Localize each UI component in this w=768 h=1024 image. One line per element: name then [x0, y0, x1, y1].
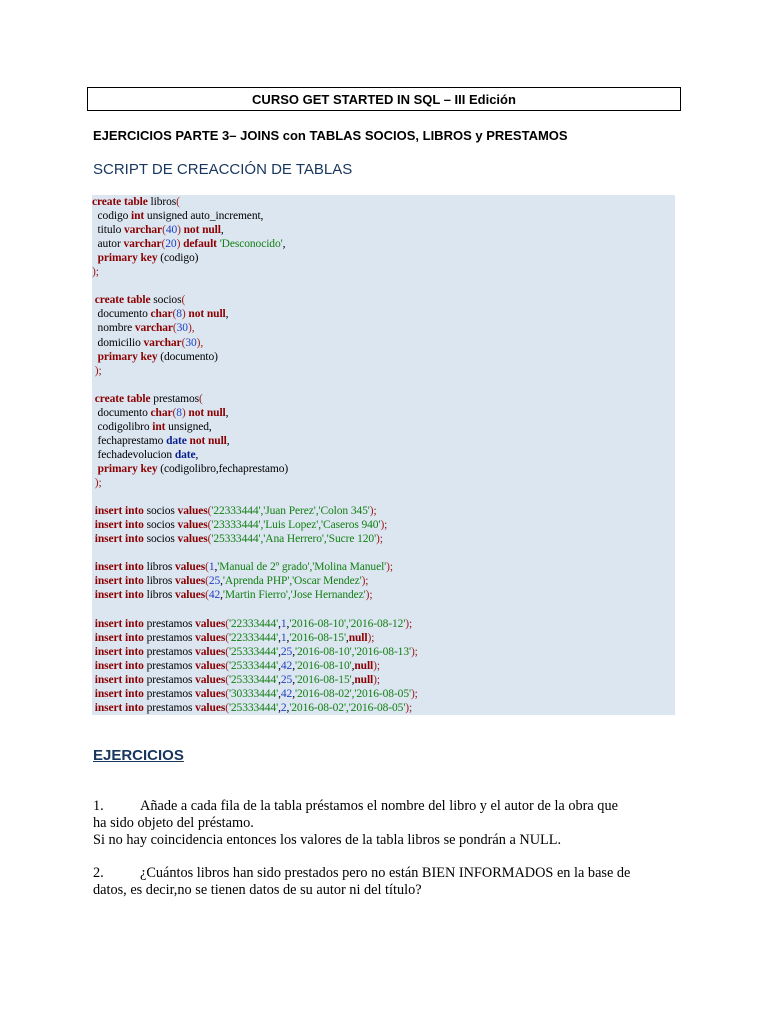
code-token: 30 — [185, 336, 197, 349]
code-token: 25 — [280, 645, 293, 658]
code-token: create table — [94, 392, 151, 405]
code-line — [92, 223, 224, 237]
code-token: , — [351, 673, 355, 686]
code-token: ( — [176, 196, 180, 208]
code-token: , — [278, 631, 281, 644]
code-line — [92, 448, 198, 462]
code-token: date — [174, 448, 196, 461]
code-token: , — [278, 701, 281, 714]
code-token: '25333444' — [228, 701, 279, 714]
code-token: insert into — [94, 617, 144, 630]
code-token: , — [278, 659, 281, 672]
code-token: 2 — [280, 701, 287, 714]
code-token: , — [292, 659, 295, 672]
code-token: insert into — [94, 701, 144, 714]
code-token: not null — [188, 406, 226, 419]
code-token: values — [175, 561, 206, 574]
code-token: unsigned auto_increment, — [144, 210, 264, 223]
code-token: values — [177, 505, 208, 518]
code-line — [92, 293, 185, 307]
code-token: (documento) — [157, 350, 218, 363]
code-token: , — [226, 434, 230, 447]
code-token: 'Desconocido' — [219, 238, 283, 251]
code-token: , — [292, 645, 295, 658]
code-token: prestamos — [143, 617, 196, 630]
code-line — [92, 364, 102, 378]
code-token: ) — [181, 406, 186, 419]
code-token: , — [214, 561, 218, 574]
code-token: create table — [94, 294, 151, 307]
code-token: fechadevolucion — [92, 448, 175, 461]
code-token: '2016-08-02','2016-08-05' — [289, 701, 406, 714]
code-token: ( — [225, 687, 229, 700]
code-token: socios — [143, 519, 178, 532]
exercise-line: datos, es decir,no se tienen datos de su autor ni del título? — [93, 882, 422, 898]
code-token: insert into — [94, 519, 144, 532]
code-token: values — [195, 659, 226, 672]
code-token: codigolibro — [92, 420, 153, 433]
code-token: not null — [183, 224, 221, 237]
code-token: insert into — [94, 631, 144, 644]
code-token: ( — [205, 589, 209, 602]
code-token: 20 — [165, 238, 177, 251]
code-token: domicilio — [92, 336, 144, 349]
code-token: ( — [225, 701, 229, 714]
code-line — [92, 406, 228, 420]
code-token: values — [195, 645, 226, 658]
code-token: 'Aprenda PHP','Oscar Mendez' — [222, 575, 362, 588]
code-token: ); — [405, 617, 413, 630]
code-token: documento — [92, 406, 151, 419]
code-token: 25 — [208, 575, 221, 588]
exercise-text: ¿Cuántos libros han sido prestados pero no están BIEN INFORMADOS en la base de — [140, 865, 631, 881]
code-token: ); — [373, 659, 380, 672]
code-token: 42 — [280, 687, 293, 700]
code-token: 42 — [280, 659, 293, 672]
code-token: ( — [225, 631, 229, 644]
code-token: , — [351, 659, 355, 672]
code-token: ); — [92, 477, 102, 489]
code-token: '2016-08-10','2016-08-13' — [294, 645, 411, 658]
code-token: ( — [205, 575, 209, 588]
code-line — [92, 392, 203, 406]
code-token: 25 — [280, 673, 293, 686]
code-token: varchar — [143, 336, 182, 349]
exercise-text: Añade a cada fila de la tabla préstamos el nombre del libro y el autor de la obra que — [140, 798, 618, 814]
code-token: 30 — [176, 322, 188, 335]
code-line — [92, 237, 285, 251]
code-token: ( — [161, 238, 166, 251]
code-token: 8 — [176, 308, 182, 321]
code-token: ( — [207, 533, 212, 546]
code-token: '30333444' — [228, 687, 279, 700]
code-token: ); — [361, 575, 369, 588]
code-line — [92, 350, 218, 364]
code-token: varchar — [134, 322, 173, 335]
code-line — [92, 434, 230, 448]
code-token: varchar — [124, 224, 163, 237]
code-line — [92, 687, 418, 701]
code-line — [92, 574, 368, 588]
code-line — [92, 518, 387, 532]
code-line — [92, 504, 377, 518]
code-token: titulo — [92, 224, 125, 237]
code-token: ( — [181, 294, 186, 307]
code-token: '2016-08-02','2016-08-05' — [294, 687, 411, 700]
code-token: prestamos — [143, 673, 196, 686]
code-token: , — [195, 448, 199, 461]
code-token: ) — [181, 308, 186, 321]
code-line — [92, 631, 374, 645]
code-token: prestamos — [143, 645, 196, 658]
code-token: insert into — [94, 575, 144, 588]
code-token: , — [278, 687, 281, 700]
code-line — [92, 645, 418, 659]
code-token: default — [183, 238, 217, 251]
code-line — [92, 195, 180, 209]
code-token: '25333444' — [228, 645, 279, 658]
code-line — [92, 462, 288, 476]
code-token: libros — [143, 575, 175, 588]
exercise-number: 2. — [93, 865, 104, 881]
code-line — [92, 420, 212, 434]
code-token: , — [278, 673, 281, 686]
code-token: ( — [172, 406, 177, 419]
code-line — [92, 673, 380, 687]
code-token: 1 — [280, 631, 287, 644]
code-token: nombre — [92, 322, 135, 335]
code-line — [92, 701, 412, 715]
code-token: '2016-08-15' — [294, 673, 352, 686]
code-token: insert into — [94, 589, 144, 602]
code-token: not null — [188, 308, 226, 321]
code-token: , — [292, 673, 295, 686]
script-heading: SCRIPT DE CREACCIÓN DE TABLAS — [93, 161, 353, 178]
code-token: 40 — [165, 224, 178, 237]
code-token: codigo — [92, 210, 132, 223]
code-line — [92, 659, 380, 673]
code-line — [92, 532, 383, 546]
code-token: libros — [143, 561, 175, 574]
code-token: ( — [205, 561, 209, 574]
code-line — [92, 560, 393, 574]
code-token: 1 — [280, 617, 287, 630]
code-token: insert into — [94, 673, 144, 686]
code-token: values — [175, 589, 206, 602]
code-token: autor — [92, 238, 124, 251]
code-token: primary key — [97, 350, 158, 363]
code-token: '25333444' — [228, 659, 279, 672]
code-token: char — [150, 406, 173, 419]
code-token: ( — [225, 617, 229, 630]
course-title: CURSO GET STARTED IN SQL – III Edición — [87, 87, 681, 111]
code-token: ); — [410, 645, 418, 658]
exercise-subtitle: EJERCICIOS PARTE 3– JOINS con TABLAS SOCIOS, LIBROS y PRESTAMOS — [93, 128, 568, 143]
exercises-heading: EJERCICIOS — [93, 747, 184, 764]
code-line — [92, 209, 263, 223]
code-token: ); — [380, 519, 388, 532]
code-token: , — [286, 701, 290, 714]
code-token: create table — [92, 196, 148, 208]
code-token: ( — [207, 519, 212, 532]
code-token: ( — [207, 505, 212, 518]
code-line — [92, 617, 412, 631]
code-token: socios — [143, 505, 178, 518]
code-token: ); — [367, 631, 375, 644]
code-token: ); — [405, 701, 413, 714]
code-token: insert into — [94, 561, 144, 574]
code-token: ( — [172, 308, 177, 321]
code-token: values — [177, 533, 208, 546]
code-token: null — [354, 659, 374, 672]
code-token: (codigo) — [157, 252, 199, 265]
code-line — [92, 251, 198, 265]
code-token: primary key — [97, 252, 158, 265]
code-token: insert into — [94, 687, 144, 700]
code-token: ( — [225, 645, 229, 658]
code-token: '2016-08-10','2016-08-12' — [289, 617, 406, 630]
code-token: , — [220, 575, 223, 588]
code-token: , — [286, 631, 290, 644]
code-token: , — [220, 224, 224, 237]
code-token: char — [150, 308, 173, 321]
code-line — [92, 476, 102, 490]
code-token: ); — [410, 687, 418, 700]
code-token: prestamos — [143, 701, 196, 714]
code-token: ), — [196, 336, 204, 349]
code-token: prestamos — [143, 631, 196, 644]
code-token: ( — [225, 659, 229, 672]
code-token: values — [177, 519, 208, 532]
code-token: insert into — [94, 659, 144, 672]
code-token: ); — [386, 561, 393, 574]
code-token: null — [348, 631, 368, 644]
code-line — [92, 588, 372, 602]
code-token: int — [152, 420, 166, 433]
code-token: , — [225, 308, 229, 321]
code-token: 'Martin Fierro','Jose Hernandez' — [222, 589, 366, 602]
code-token: 'Manual de 2º grado','Molina Manuel' — [217, 561, 387, 574]
exercise-item-1 — [93, 798, 683, 849]
code-token: ( — [181, 336, 186, 349]
code-token: '2016-08-10' — [294, 659, 352, 672]
code-token: '2016-08-15' — [289, 631, 346, 644]
code-token: values — [195, 631, 226, 644]
code-token: prestamos — [143, 687, 196, 700]
code-token: ); — [369, 505, 377, 518]
code-token: ), — [187, 322, 195, 335]
exercise-line — [93, 798, 683, 815]
code-token: 42 — [208, 589, 221, 602]
code-line — [92, 265, 99, 279]
code-token: socios — [150, 294, 182, 307]
code-token: primary key — [97, 462, 158, 475]
code-token: unsigned, — [165, 420, 212, 433]
exercise-number: 1. — [93, 798, 104, 814]
code-token: libros — [143, 589, 175, 602]
code-token: prestamos — [150, 392, 200, 405]
code-token: , — [345, 631, 349, 644]
code-token: '22333444' — [228, 631, 279, 644]
code-line — [92, 321, 194, 335]
code-line — [92, 307, 228, 321]
code-token: 8 — [176, 406, 182, 419]
code-token: , — [292, 687, 295, 700]
code-token: values — [195, 617, 226, 630]
code-token: values — [175, 575, 206, 588]
code-token: null — [354, 673, 374, 686]
code-token: ( — [225, 673, 229, 686]
code-token: int — [131, 210, 145, 223]
code-token: ); — [365, 589, 373, 602]
code-token: insert into — [94, 505, 144, 518]
code-token: '25333444' — [228, 673, 279, 686]
code-token: '23333444','Luis Lopez','Caseros 940' — [211, 519, 381, 532]
code-token: values — [195, 687, 226, 700]
code-token: not null — [189, 434, 227, 447]
exercise-item-2 — [93, 865, 683, 899]
code-token: fechaprestamo — [92, 434, 167, 447]
code-token: ); — [92, 266, 99, 279]
code-token: values — [195, 673, 226, 686]
code-token: '25333444','Ana Herrero','Sucre 120' — [211, 533, 377, 546]
code-token: libros — [147, 196, 177, 208]
code-token: '22333444' — [228, 617, 279, 630]
code-token: ); — [376, 533, 383, 546]
code-token: ) — [176, 238, 181, 251]
code-token: , — [282, 238, 286, 251]
code-token: , — [286, 617, 290, 630]
code-token: ( — [199, 392, 203, 405]
code-token: documento — [92, 308, 151, 321]
code-token: ) — [177, 224, 181, 237]
code-token: , — [278, 645, 281, 658]
code-token: , — [278, 617, 281, 630]
code-token: socios — [143, 533, 178, 546]
code-token: prestamos — [143, 659, 196, 672]
code-token: date — [166, 434, 187, 447]
code-token: ); — [373, 673, 380, 686]
exercise-line: Si no hay coincidencia entonces los valores de la tabla libros se pondrán a NULL. — [93, 832, 562, 848]
code-token: varchar — [123, 238, 162, 251]
code-token: ( — [162, 224, 166, 237]
code-token: 1 — [208, 561, 215, 574]
exercise-line — [93, 865, 683, 882]
code-line — [92, 336, 203, 350]
code-token: '22333444','Juan Perez','Colon 345' — [211, 505, 370, 518]
code-token: values — [195, 701, 226, 714]
code-token: insert into — [94, 645, 144, 658]
code-token: , — [220, 589, 223, 602]
code-token: (codigolibro,fechaprestamo) — [157, 462, 289, 475]
code-token: insert into — [94, 533, 144, 546]
code-token: , — [225, 406, 229, 419]
exercise-line: ha sido objeto del préstamo. — [93, 815, 254, 831]
code-token: ( — [172, 322, 177, 335]
code-token: ); — [92, 364, 102, 377]
